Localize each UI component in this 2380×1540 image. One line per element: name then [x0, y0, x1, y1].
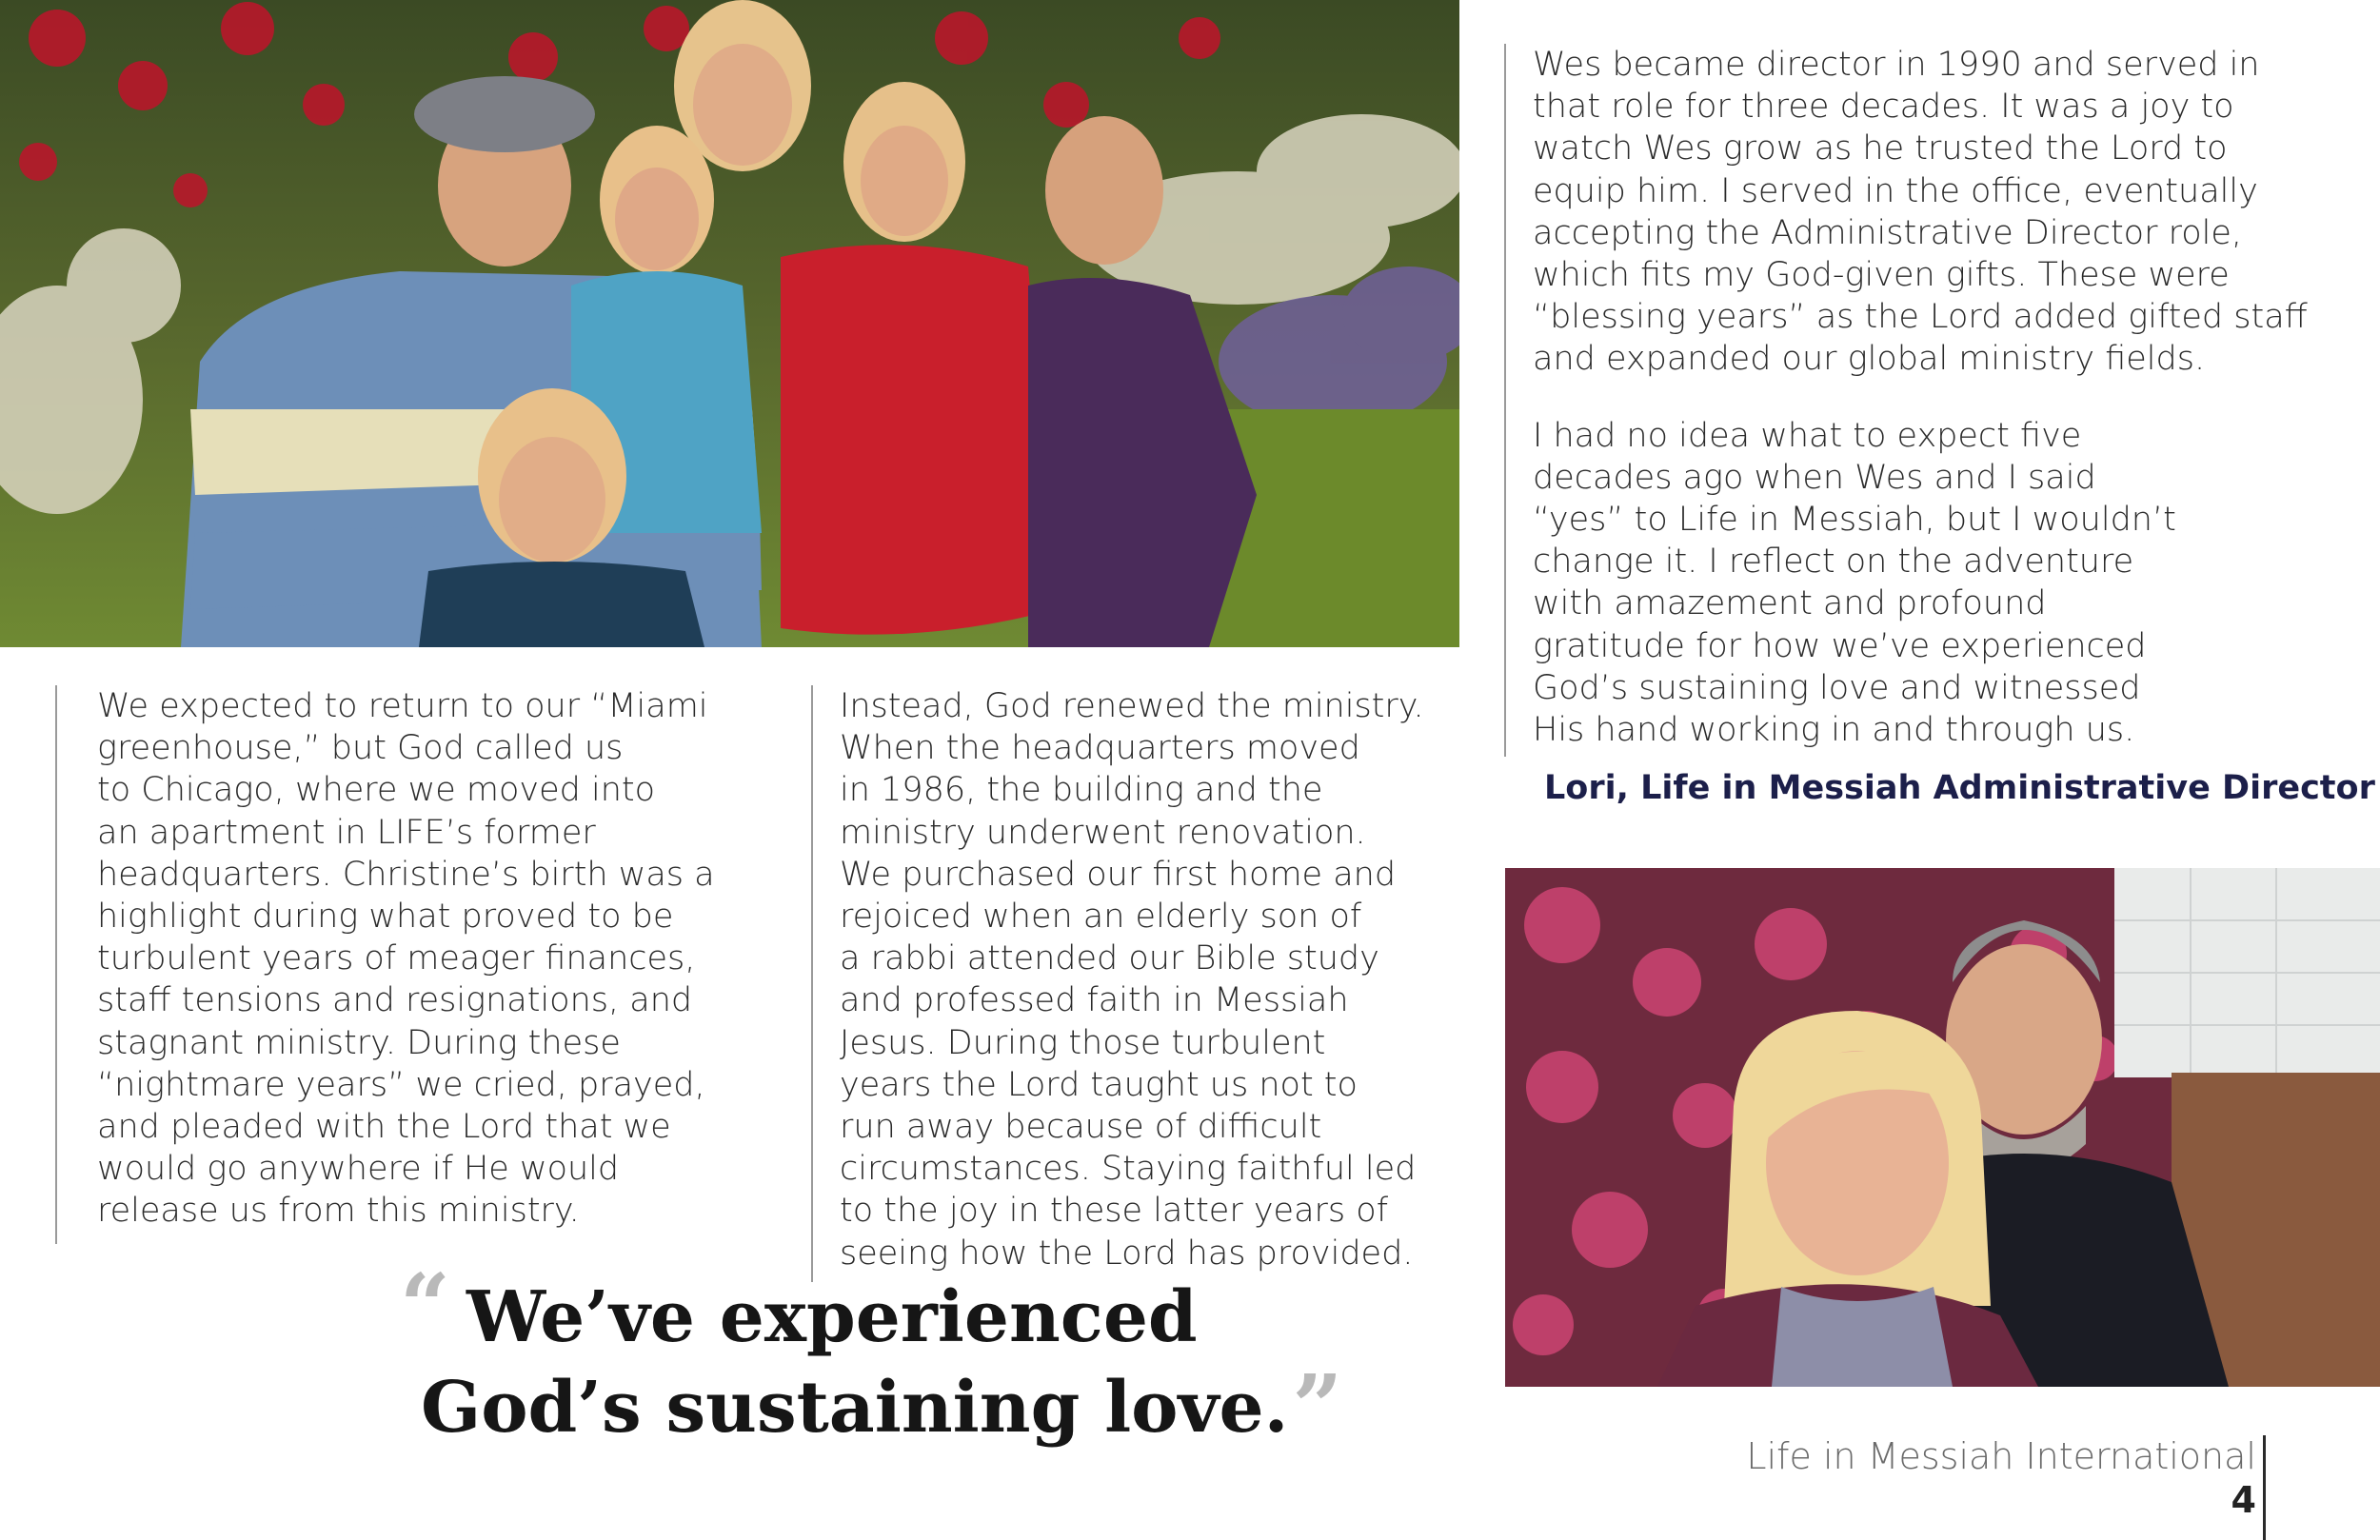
text-line: highlight during what proved to be — [97, 898, 674, 937]
page-footer — [1746, 1435, 2256, 1521]
text-line: release us from this ministry. — [97, 1192, 580, 1231]
text-line: God’s sustaining love and witnessed — [1533, 668, 2141, 707]
text-line: and pleaded with the Lord that we — [97, 1108, 671, 1147]
text-line: an apartment in LIFE’s former — [97, 813, 596, 852]
text-line: in 1986, the building and the — [840, 771, 1323, 810]
text-line: with amazement and profound — [1533, 584, 2047, 623]
text-line: years the Lord taught us not to — [840, 1065, 1358, 1104]
text-line: stagnant ministry. During these — [97, 1023, 621, 1062]
text-line: and professed faith in Messiah — [840, 981, 1349, 1020]
text-line: that role for three decades. It was a joy to — [1533, 88, 2234, 127]
pull-quote-line-1: We’ve experienced — [466, 1276, 1198, 1358]
text-line: a rabbi attended our Bible study — [840, 939, 1379, 978]
close-quote-mark: ” — [1292, 1355, 1343, 1458]
right-column-paragraph-2 — [1533, 415, 2308, 752]
text-line: and expanded our global ministry fields. — [1533, 340, 2206, 379]
pull-quote — [400, 1254, 1343, 1458]
footer-divider — [2263, 1435, 2266, 1540]
text-line: gratitude for how we’ve experienced — [1533, 626, 2147, 665]
text-line: rejoiced when an elderly son of — [840, 898, 1362, 937]
text-line: would go anywhere if He would — [97, 1150, 620, 1189]
text-line: watch Wes grow as he trusted the Lord to — [1533, 129, 2228, 168]
middle-column — [811, 685, 1424, 1282]
text-line: which fits my God-given gifts. These were — [1533, 256, 2230, 295]
text-line: turbulent years of meager finances, — [97, 939, 696, 978]
text-line: greenhouse,” but God called us — [97, 729, 624, 768]
text-line: headquarters. Christine’s birth was a — [97, 855, 715, 894]
text-line: Instead, God renewed the ministry. — [840, 687, 1424, 725]
text-line: We expected to return to our “Miami — [97, 687, 708, 725]
text-line: to the joy in these latter years of — [840, 1192, 1389, 1231]
text-line: Jesus. During those turbulent — [840, 1023, 1326, 1062]
author-signature: Lori, Life in Messiah Administrative Director — [1544, 769, 2375, 807]
text-line: “nightmare years” we cried, prayed, — [97, 1065, 705, 1104]
couple-photo — [1505, 868, 2380, 1387]
text-line: run away because of difficult — [840, 1108, 1322, 1147]
text-line: to Chicago, where we moved into — [97, 771, 656, 810]
text-line: decades ago when Wes and I said — [1533, 458, 2096, 497]
text-line: ministry underwent renovation. — [840, 813, 1366, 852]
text-line: accepting the Administrative Director role, — [1533, 213, 2243, 252]
middle-column-paragraph — [840, 685, 1424, 1274]
footer-organization: Life in Messiah International — [1746, 1435, 2256, 1477]
text-line: I had no idea what to expect five — [1533, 416, 2082, 455]
text-line: When the headquarters moved — [840, 729, 1360, 768]
text-line: circumstances. Staying faithful led — [840, 1150, 1417, 1189]
right-column-paragraph-1 — [1533, 44, 2308, 381]
left-column — [55, 685, 715, 1244]
pull-quote-line-2: God’s sustaining love. — [421, 1367, 1289, 1449]
page-number: 4 — [2231, 1479, 2256, 1521]
couple-photo-illustration — [1505, 868, 2380, 1387]
text-line: “blessing years” as the Lord added gifted staff — [1533, 298, 2308, 337]
text-line: equip him. I served in the office, eventually — [1533, 171, 2258, 210]
pull-quote-line-2-wrap — [400, 1355, 1343, 1458]
text-line: Wes became director in 1990 and served in — [1533, 46, 2260, 84]
text-line: “yes” to Life in Messiah, but I wouldn’t — [1533, 501, 2176, 540]
text-line: seeing how the Lord has provided. — [840, 1234, 1414, 1273]
left-column-paragraph — [97, 685, 715, 1233]
open-quote-mark: “ — [400, 1254, 450, 1357]
text-line: We purchased our first home and — [840, 855, 1397, 894]
family-photo — [0, 0, 1459, 647]
family-photo-illustration — [0, 0, 1459, 647]
text-line: staff tensions and resignations, and — [97, 981, 693, 1020]
right-column — [1504, 44, 2308, 757]
text-line: change it. I reflect on the adventure — [1533, 543, 2134, 582]
text-line: His hand working in and through us. — [1533, 711, 2135, 750]
